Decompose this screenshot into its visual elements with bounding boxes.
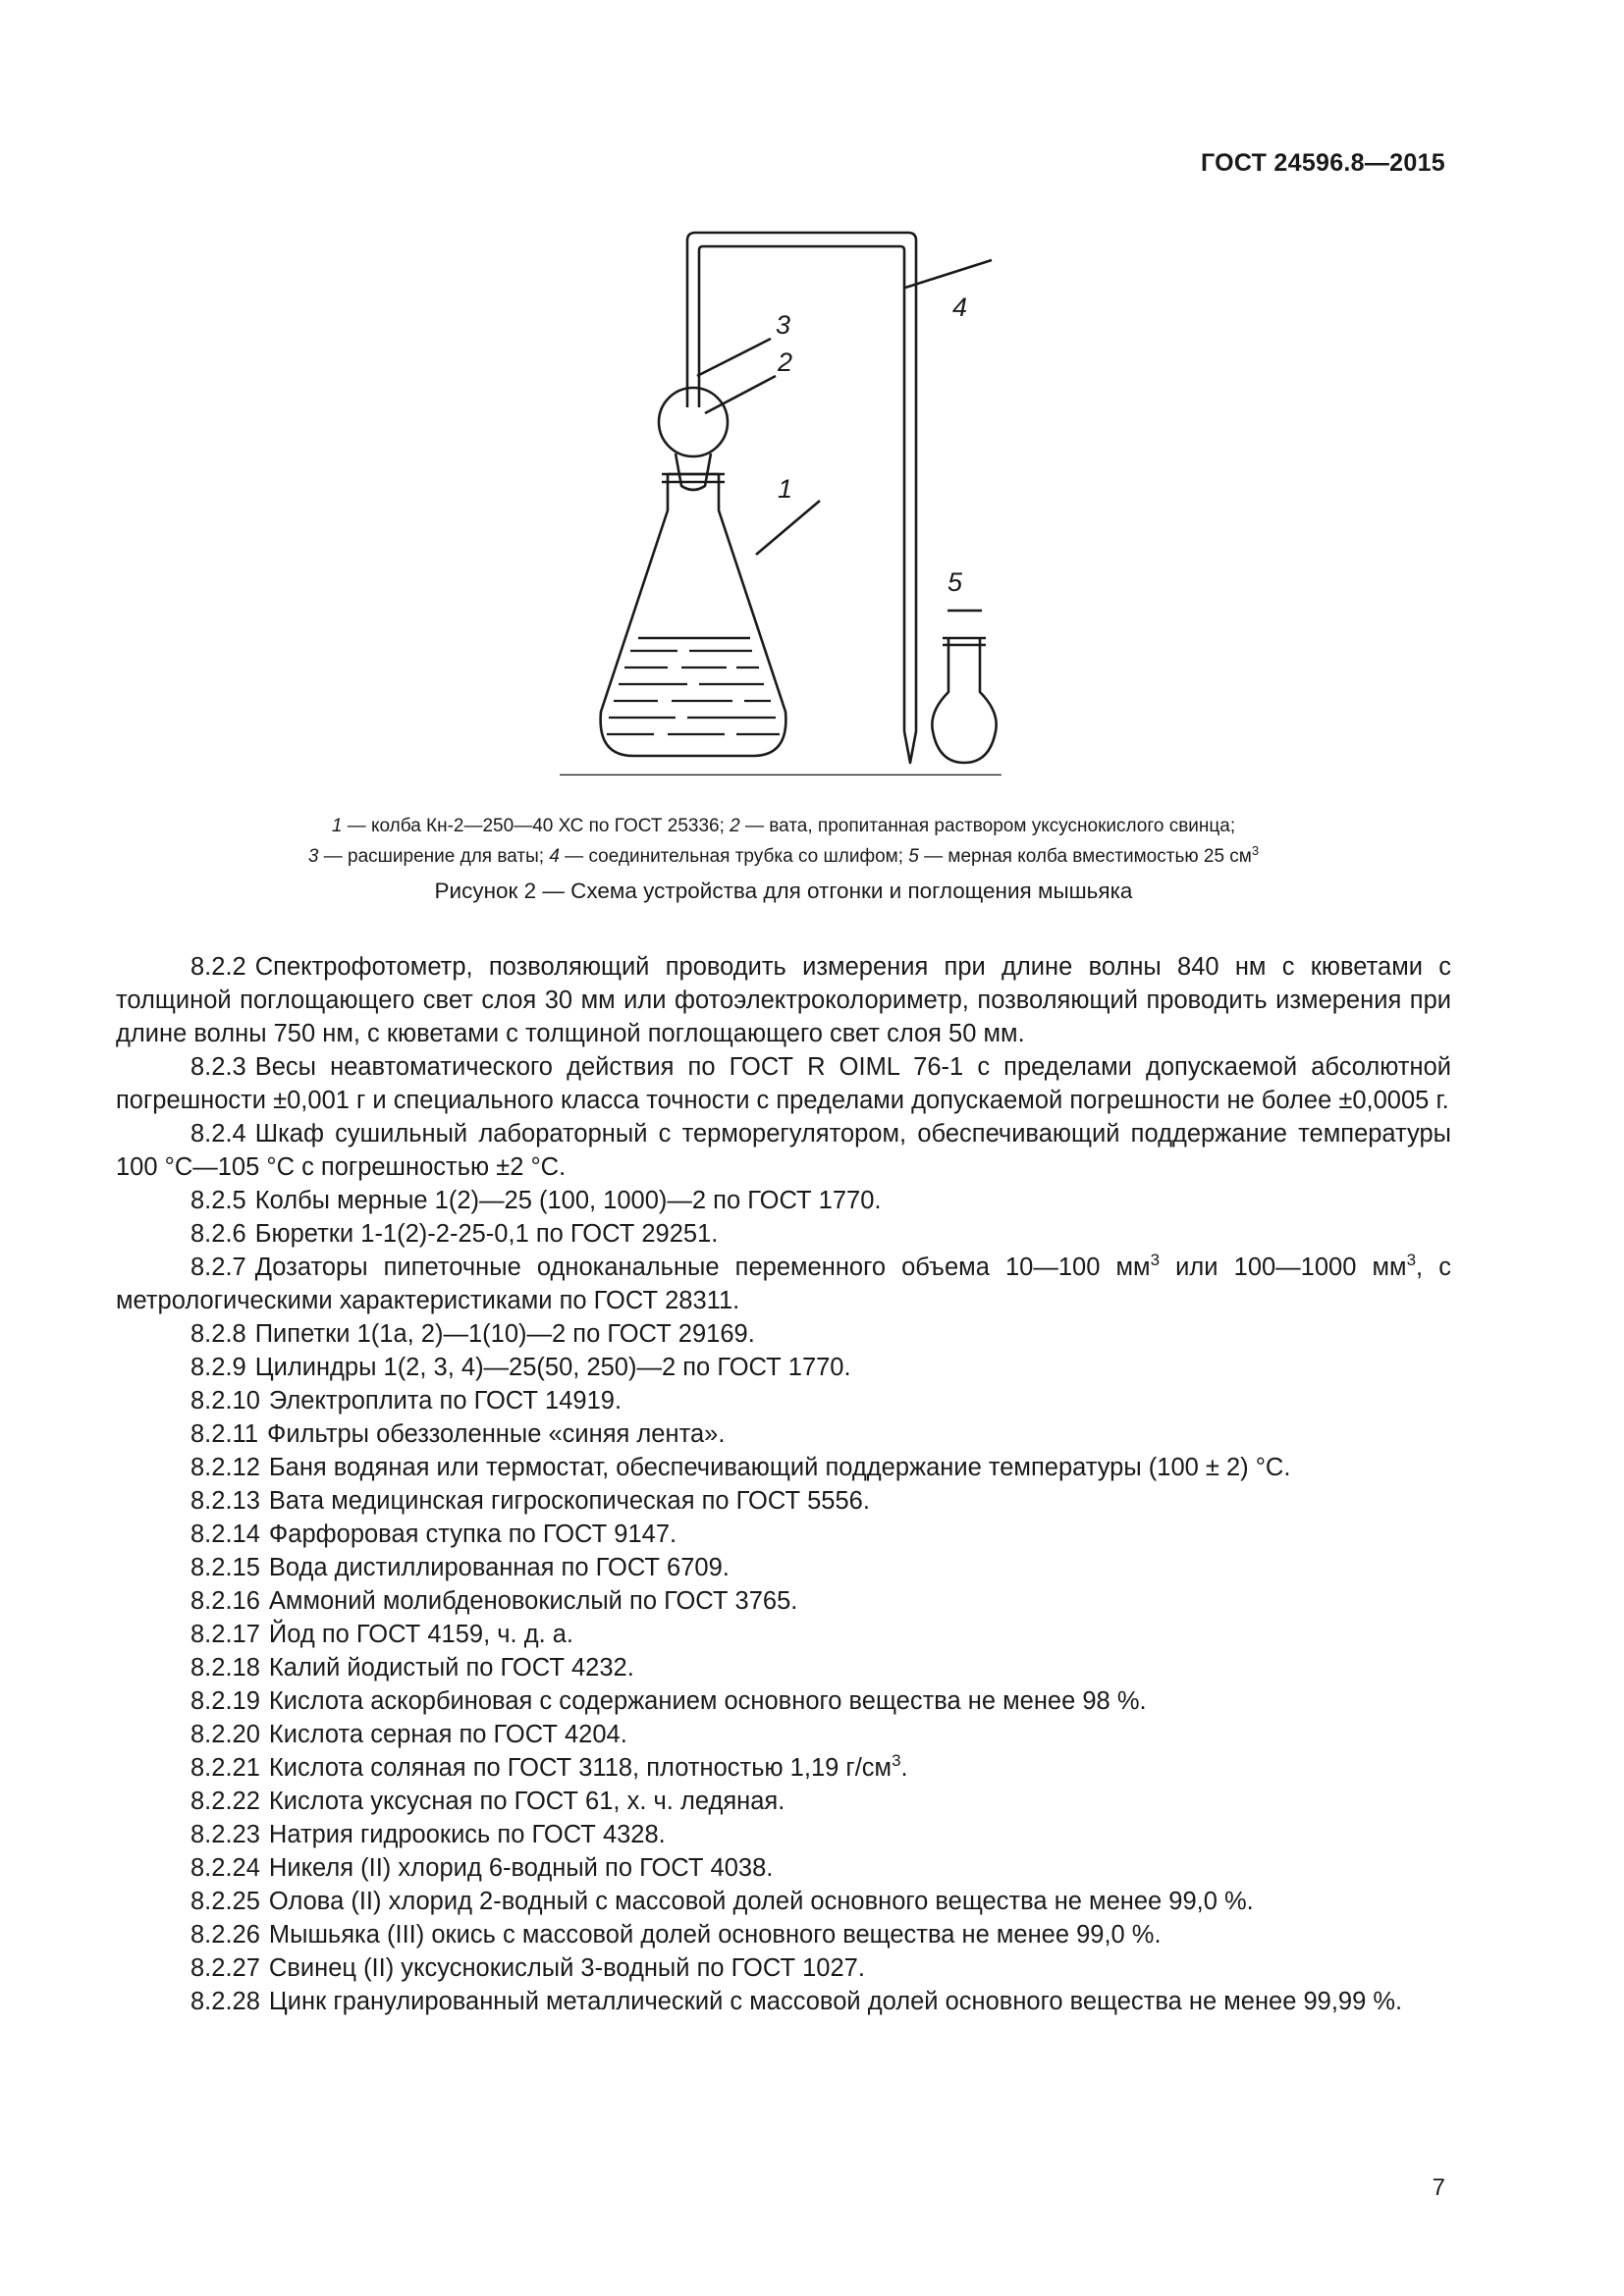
- paragraph-text: Натрия гидроокись по ГОСТ 4328.: [268, 1821, 666, 1848]
- paragraph-text: Вода дистиллированная по ГОСТ 6709.: [268, 1554, 730, 1581]
- paragraph-item: [116, 1484, 1451, 1518]
- figure-legend-line-2: [116, 841, 1451, 872]
- paragraph-number: 8.2.25: [190, 1888, 260, 1915]
- paragraph-text: .: [900, 1754, 908, 1782]
- paragraph-number: 8.2.6: [190, 1220, 246, 1248]
- conical-flask: [601, 474, 786, 756]
- part-label: 1: [778, 474, 793, 504]
- paragraph-text: Колбы мерные 1(2)—25 (100, 1000)—2 по ГОСТ 1770.: [254, 1187, 882, 1214]
- paragraph-item: [116, 1985, 1451, 2018]
- paragraph-number: 8.2.17: [190, 1621, 260, 1648]
- paragraph-text: Никеля (II) хлорид 6-водный по ГОСТ 4038.: [268, 1854, 774, 1882]
- figure-caption: Рисунок 2 — Схема устройства для отгонки и поглощения мышьяка: [434, 879, 1133, 903]
- paragraph-text: Аммоний молибденовокислый по ГОСТ 3765.: [268, 1587, 798, 1615]
- paragraph-number: 8.2.7: [190, 1254, 246, 1281]
- paragraph-item: [116, 1618, 1451, 1651]
- paragraph-number: 8.2.5: [190, 1187, 246, 1214]
- paragraph-item: [116, 1551, 1451, 1584]
- paragraph-text: Калий йодистый по ГОСТ 4232.: [268, 1654, 634, 1682]
- wool-bulb: [659, 388, 728, 456]
- paragraph-text: Олова (II) хлорид 2-водный с массовой долей основного вещества не менее 99,0 %.: [268, 1888, 1254, 1915]
- part-label: 5: [947, 567, 963, 597]
- legend-text: — колба Кн-2—250—40 ХС по ГОСТ 25336;: [342, 816, 731, 836]
- superscript: 3: [1406, 1251, 1417, 1269]
- part-label: 4: [952, 293, 968, 322]
- paragraph-item: [116, 1451, 1451, 1484]
- paragraph-item: [116, 1751, 1451, 1785]
- paragraph-number: 8.2.24: [190, 1854, 260, 1882]
- paragraph-number: 8.2.26: [190, 1921, 260, 1949]
- paragraph-text: Фарфоровая ступка по ГОСТ 9147.: [268, 1521, 677, 1548]
- paragraph-number: 8.2.15: [190, 1554, 260, 1581]
- paragraph-item: [116, 1818, 1451, 1851]
- paragraph-item: [116, 1317, 1451, 1351]
- paragraph-number: 8.2.16: [190, 1587, 260, 1615]
- body-text: [116, 950, 1451, 2018]
- paragraph-number: 8.2.28: [190, 1988, 260, 2015]
- paragraph-item: [116, 1684, 1451, 1718]
- connecting-tube-inner: [699, 246, 904, 731]
- paragraph-number: 8.2.27: [190, 1954, 260, 1982]
- paragraph-item: [116, 1651, 1451, 1684]
- paragraph-item: [116, 1384, 1451, 1417]
- legend-item-number: 2: [730, 816, 740, 836]
- apparatus-diagram: [560, 221, 1001, 775]
- paragraph-number: 8.2.23: [190, 1821, 260, 1848]
- paragraph-text: Мышьяка (III) окись с массовой долей основного вещества не менее 99,0 %.: [268, 1921, 1162, 1949]
- paragraph-text: Цилиндры 1(2, 3, 4)—25(50, 250)—2 по ГОСТ 1770.: [254, 1354, 851, 1381]
- paragraph-text: Свинец (II) уксуснокислый 3-водный по ГОСТ 1027.: [268, 1954, 865, 1982]
- paragraph-number: 8.2.22: [190, 1788, 260, 1815]
- paragraph-item: [116, 1584, 1451, 1618]
- paragraph-text: Бюретки 1-1(2)-2-25-0,1 по ГОСТ 29251.: [254, 1220, 719, 1248]
- paragraph-item: [116, 1918, 1451, 1951]
- paragraph-item: [116, 1785, 1451, 1818]
- legend-text: — мерная колба вместимостью 25 см: [918, 846, 1252, 867]
- paragraph-number: 8.2.20: [190, 1721, 260, 1748]
- paragraph-number: 8.2.2: [190, 953, 246, 981]
- legend-text: — расширение для ваты;: [318, 846, 550, 867]
- volumetric-flask: [932, 638, 996, 763]
- legend-item-number: 1: [331, 816, 343, 836]
- paragraph-text: Фильтры обеззоленные «синяя лента».: [267, 1420, 726, 1448]
- paragraph-item: [116, 1885, 1451, 1918]
- paragraph-text: Цинк гранулированный металлический с массовой долей основного вещества не менее 99,99 %.: [268, 1988, 1403, 2015]
- paragraph-item: [116, 1217, 1451, 1251]
- legend-item-number: 5: [908, 846, 919, 867]
- paragraph-number: 8.2.3: [190, 1053, 246, 1081]
- figure-legend-line-1: [116, 811, 1451, 841]
- legend-item-number: 3: [307, 846, 319, 867]
- paragraph-item: [116, 950, 1451, 1050]
- paragraph-number: 8.2.10: [190, 1387, 260, 1415]
- paragraph-number: 8.2.21: [190, 1754, 260, 1782]
- flask-stopper: [676, 454, 711, 490]
- paragraph-number: 8.2.19: [190, 1687, 260, 1715]
- paragraph-text: Шкаф сушильный лабораторный с терморегулятором, обеспечивающий поддержание температуры 100 °С—105 °С с погрешностью ±2 °С.: [116, 1120, 1451, 1181]
- paragraph-number: 8.2.8: [190, 1320, 246, 1348]
- paragraph-text: Электроплита по ГОСТ 14919.: [268, 1387, 623, 1415]
- paragraph-item: [116, 1518, 1451, 1551]
- paragraph-text: Кислота соляная по ГОСТ 3118, плотностью 1,19 г/см: [268, 1754, 893, 1782]
- paragraph-text: Кислота серная по ГОСТ 4204.: [268, 1721, 627, 1748]
- superscript: 3: [892, 1751, 901, 1770]
- page-number: 7: [1432, 2174, 1445, 2201]
- paragraph-item: [116, 1050, 1451, 1117]
- paragraph-text: Йод по ГОСТ 4159, ч. д. а.: [268, 1621, 574, 1648]
- paragraph-text: Спектрофотометр, позволяющий проводить измерения при длине волны 840 нм с кюветами с толщиной поглощающего свет слоя 30 мм или фотоэлектроколориметр, позволяющий проводить измерения при длине волны 750 нм, с кюветами с толщиной поглощающего свет слоя 50 мм.: [116, 953, 1451, 1047]
- paragraph-text: Пипетки 1(1а, 2)—1(10)—2 по ГОСТ 29169.: [254, 1320, 755, 1348]
- part-label: 3: [776, 310, 791, 340]
- liquid-hatching: [607, 651, 780, 734]
- paragraph-text: , с метрологическими характеристиками по ГОСТ 28311.: [116, 1254, 1451, 1314]
- paragraph-item: [116, 1184, 1451, 1217]
- paragraph-text: или 100—1000 мм: [1160, 1254, 1407, 1281]
- paragraph-item: [116, 1951, 1451, 1985]
- paragraph-number: 8.2.11: [190, 1420, 259, 1448]
- paragraph-text: Вата медицинская гигроскопическая по ГОСТ 5556.: [268, 1487, 870, 1515]
- paragraph-number: 8.2.4: [190, 1120, 246, 1148]
- paragraph-number: 8.2.18: [190, 1654, 260, 1682]
- legend-text: 3: [1251, 843, 1260, 858]
- paragraph-item: [116, 1851, 1451, 1885]
- apparatus-figure: [560, 221, 1001, 775]
- paragraph-text: Кислота уксусная по ГОСТ 61, х. ч. ледяная.: [268, 1788, 785, 1815]
- legend-item-number: 4: [549, 846, 560, 867]
- superscript: 3: [1150, 1251, 1161, 1269]
- paragraph-number: 8.2.13: [190, 1487, 260, 1515]
- paragraph-item: [116, 1251, 1451, 1317]
- paragraph-number: 8.2.14: [190, 1521, 260, 1548]
- paragraph-item: [116, 1718, 1451, 1751]
- part-label: 2: [778, 347, 793, 377]
- paragraph-text: Кислота аскорбиновая с содержанием основного вещества не менее 98 %.: [268, 1687, 1147, 1715]
- legend-text: — соединительная трубка со шлифом;: [559, 846, 909, 867]
- paragraph-number: 8.2.9: [190, 1354, 246, 1381]
- paragraph-text: Весы неавтоматического действия по ГОСТ R OIML 76-1 с пределами допускаемой абсолютной погрешности ±0,001 г и специального класса точности с пределами допускаемой погрешности не более ±0,0005 г.: [116, 1053, 1451, 1114]
- paragraph-item: [116, 1417, 1451, 1451]
- paragraph-item: [116, 1351, 1451, 1384]
- paragraph-item: [116, 1117, 1451, 1184]
- paragraph-number: 8.2.12: [190, 1454, 260, 1481]
- paragraph-text: Дозаторы пипеточные одноканальные переменного объема 10—100 мм: [254, 1254, 1151, 1281]
- document-header: ГОСТ 24596.8—2015: [1200, 149, 1445, 177]
- paragraph-text: Баня водяная или термостат, обеспечивающий поддержание температуры (100 ± 2) °С.: [268, 1454, 1291, 1481]
- legend-text: — вата, пропитанная раствором уксуснокислого свинца;: [739, 816, 1236, 836]
